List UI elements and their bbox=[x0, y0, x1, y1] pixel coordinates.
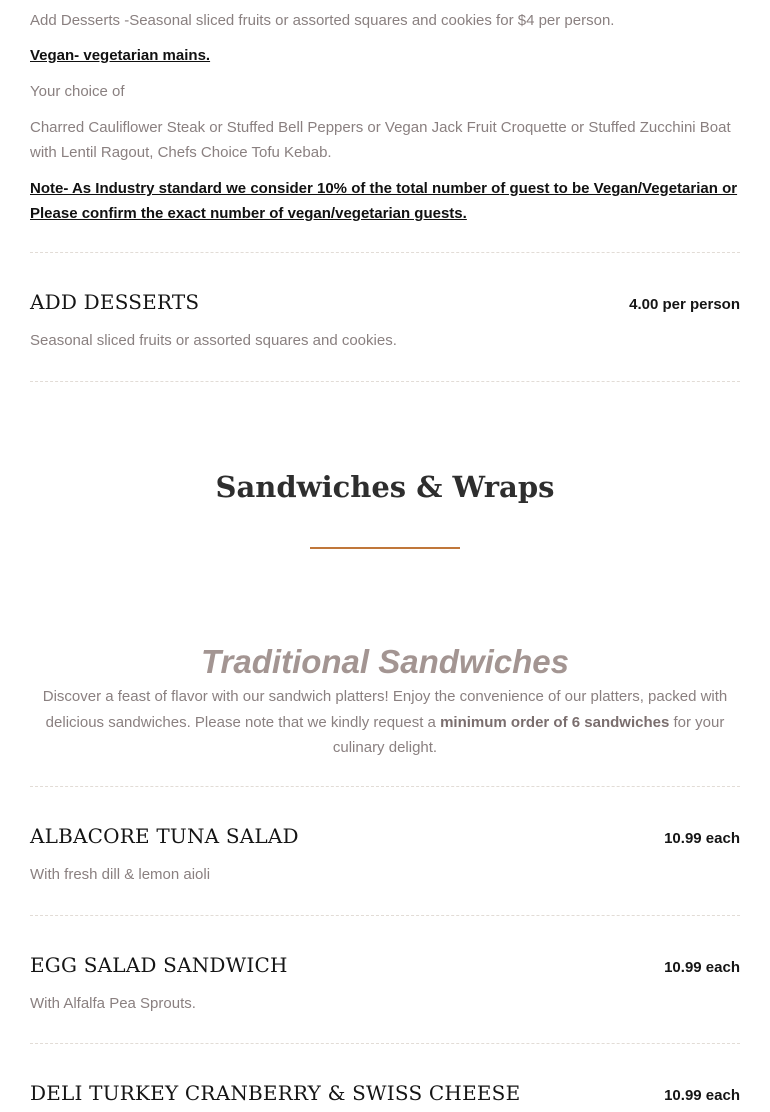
item-name: EGG SALAD SANDWICH bbox=[30, 953, 288, 977]
section-title: Sandwiches & Wraps bbox=[215, 470, 555, 504]
divider bbox=[30, 381, 740, 382]
divider bbox=[30, 915, 740, 916]
item-price: 10.99 each bbox=[664, 1087, 740, 1104]
item-price: 10.99 each bbox=[664, 830, 740, 847]
add-desserts-line: Add Desserts -Seasonal sliced fruits or assorted squares and cookies for $4 per person. bbox=[30, 12, 615, 29]
section-accent-bar bbox=[310, 547, 460, 549]
item-name: DELI TURKEY CRANBERRY & SWISS CHEESE bbox=[30, 1081, 521, 1105]
item-price: 4.00 per person bbox=[629, 296, 740, 313]
vegan-note: Note- As Industry standard we consider 10% of the total number of guest to be Vegan/Vegetarian or Please confirm the exact number of vegan/vegetarian guests. bbox=[30, 180, 738, 222]
item-description: With fresh dill & lemon aioli bbox=[30, 866, 211, 883]
item-name: ADD DESSERTS bbox=[30, 290, 200, 314]
divider bbox=[30, 1043, 740, 1044]
intro-minimum-order: minimum order of 6 sandwiches bbox=[440, 713, 670, 731]
vegan-options-text: Charred Cauliflower Steak or Stuffed Bell Peppers or Vegan Jack Fruit Croquette or Stuffed Zucchini Boat with Lentil Ragout, Chefs Choice Tofu Kebab. bbox=[30, 119, 731, 161]
intro-text-part2: for your culinary delight. bbox=[332, 713, 725, 756]
subsection-title: Traditional Sandwiches bbox=[201, 643, 569, 680]
item-price: 10.99 each bbox=[664, 959, 740, 976]
item-description: Seasonal sliced fruits or assorted squares and cookies. bbox=[30, 332, 397, 349]
divider bbox=[30, 786, 740, 787]
sandwiches-intro bbox=[30, 684, 740, 761]
item-name: ALBACORE TUNA SALAD bbox=[30, 824, 299, 848]
item-description: With Alfalfa Pea Sprouts. bbox=[30, 995, 196, 1012]
your-choice-text: Your choice of bbox=[30, 83, 125, 100]
divider bbox=[30, 252, 740, 253]
vegan-heading: Vegan- vegetarian mains. bbox=[30, 47, 211, 64]
intro-text-part1: Discover a feast of flavor with our sandwich platters! Enjoy the convenience of our platters, packed with delicious sandwiches. Please note that we kindly request a bbox=[42, 688, 728, 731]
